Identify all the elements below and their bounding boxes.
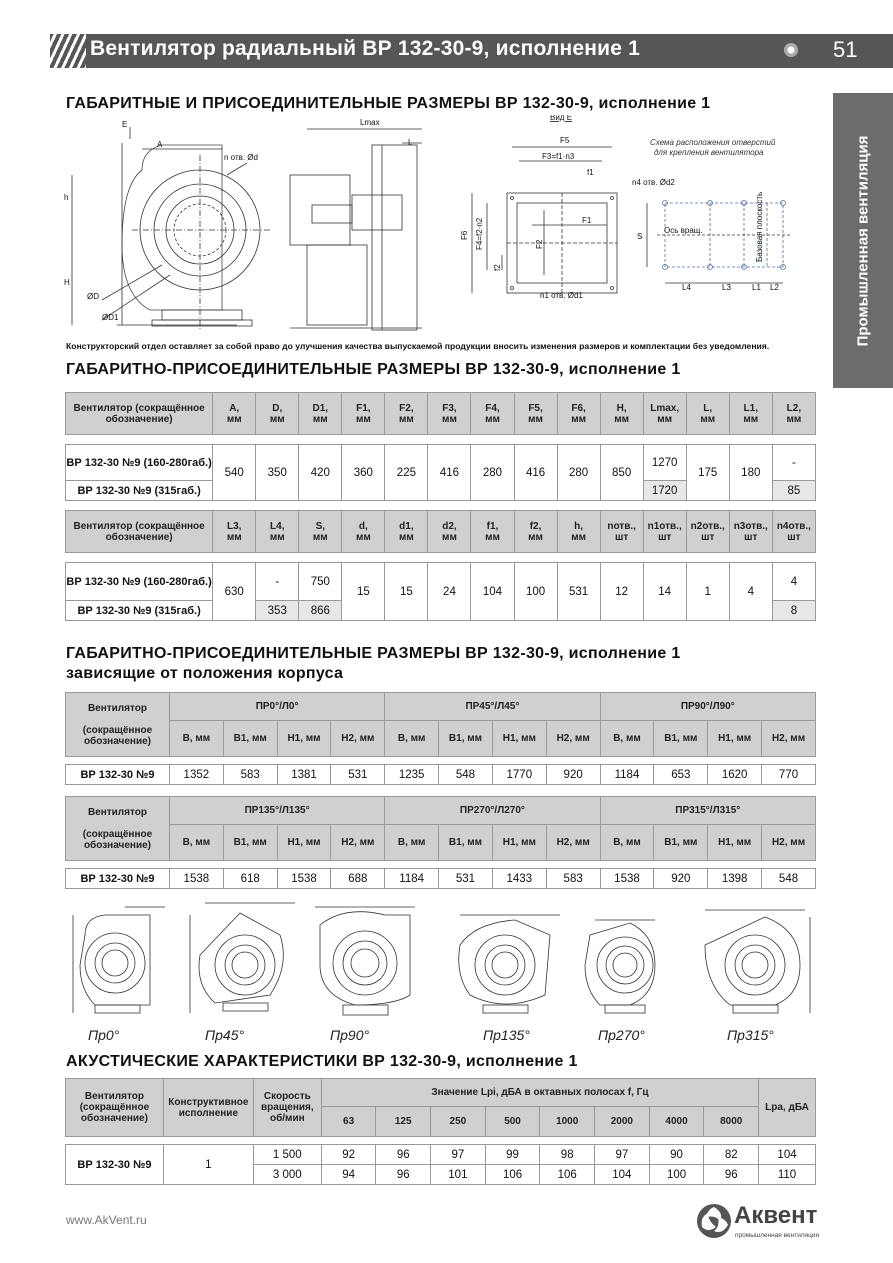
cell: 110 xyxy=(759,1165,816,1185)
label-f2s: f2 xyxy=(493,264,502,271)
label-s: S xyxy=(637,232,643,241)
cell: 583 xyxy=(546,869,600,889)
cell: 180 xyxy=(729,445,772,501)
label-f5: F5 xyxy=(560,136,570,145)
cell: 1270 xyxy=(643,445,686,481)
cell: 280 xyxy=(557,445,600,501)
cell: 1433 xyxy=(492,869,546,889)
label-nd: n отв. Ød xyxy=(224,153,258,162)
sub-header: H1, мм xyxy=(708,721,762,757)
col-header: F6, мм xyxy=(557,393,600,435)
header-dot-icon xyxy=(784,43,798,57)
cell: 1538 xyxy=(277,869,331,889)
position-drawings xyxy=(65,895,820,1035)
label-h: h xyxy=(64,193,69,202)
sub-header: H1, мм xyxy=(708,825,762,861)
cell: 531 xyxy=(439,869,493,889)
cell: 12 xyxy=(600,563,643,621)
brand-logo xyxy=(694,1200,820,1242)
sub-header: B1, мм xyxy=(439,721,493,757)
cell: 4 xyxy=(772,563,815,601)
holes-schema xyxy=(657,201,790,270)
label-vid: Вид Е xyxy=(550,115,573,122)
col-header: L1, мм xyxy=(729,393,772,435)
sub-header: B, мм xyxy=(600,721,654,757)
cell: 360 xyxy=(342,445,385,501)
section-title-table2: ГАБАРИТНО-ПРИСОЕДИНИТЕЛЬНЫЕ РАЗМЕРЫ ВР 132-30-9, исполнение 1 xyxy=(66,645,681,662)
cell: 14 xyxy=(643,563,686,621)
label-axis: Ось вращ. xyxy=(664,226,703,235)
col-header: F2, мм xyxy=(385,393,428,435)
cell: 1235 xyxy=(385,765,439,785)
position-caption: Пр135° xyxy=(483,1027,530,1043)
position-pr270 xyxy=(585,920,655,1013)
sub-header: B, мм xyxy=(385,825,439,861)
position-caption: Пр270° xyxy=(598,1027,645,1043)
dimension-drawing xyxy=(62,115,832,340)
section-title-table1: ГАБАРИТНО-ПРИСОЕДИНИТЕЛЬНЫЕ РАЗМЕРЫ ВР 132-30-9, исполнение 1 xyxy=(66,361,681,378)
cell: 104 xyxy=(471,563,514,621)
col-header: H, мм xyxy=(600,393,643,435)
disclaimer-note: Конструкторский отдел оставляет за собой право до улучшения качества выпускаемой продукции вносить изменения размеров и комплектации без уведомления. xyxy=(66,341,770,351)
cell: 24 xyxy=(428,563,471,621)
cell: 90 xyxy=(649,1145,704,1165)
cell: 1538 xyxy=(169,869,223,889)
page-header xyxy=(50,34,893,68)
freq-header: 8000 xyxy=(704,1107,759,1137)
cell: 1538 xyxy=(600,869,654,889)
cell: 920 xyxy=(546,765,600,785)
label-l4: L4 xyxy=(682,283,691,292)
cell: 82 xyxy=(704,1145,759,1165)
freq-header: 4000 xyxy=(649,1107,704,1137)
cell: 101 xyxy=(431,1165,486,1185)
sub-header: H2, мм xyxy=(762,825,816,861)
col-header: f1, мм xyxy=(471,511,514,553)
cell: 770 xyxy=(762,765,816,785)
cell: - xyxy=(256,563,299,601)
col-header: d1, мм xyxy=(385,511,428,553)
fan-front-view xyxy=(290,129,422,330)
cell: 866 xyxy=(299,601,342,621)
col-header: h, мм xyxy=(557,511,600,553)
col-header-lpi: Значение Lpi, дБА в октавных полосах f, Гц xyxy=(321,1079,758,1107)
cell: 98 xyxy=(540,1145,595,1165)
col-header: S, мм xyxy=(299,511,342,553)
cell: 280 xyxy=(471,445,514,501)
cell: 96 xyxy=(376,1145,431,1165)
row-name: ВР 132-30 №9 xyxy=(66,765,170,785)
cell: 85 xyxy=(772,481,815,501)
label-lmax: Lmax xyxy=(360,118,380,127)
sub-header: B1, мм xyxy=(223,721,277,757)
schema-caption-1: Схема расположения отверстий xyxy=(650,138,776,147)
freq-header: 250 xyxy=(431,1107,486,1137)
cell: 15 xyxy=(342,563,385,621)
col-header-exec: Конструктивное исполнение xyxy=(163,1079,253,1137)
sub-header: B, мм xyxy=(385,721,439,757)
cell: 653 xyxy=(654,765,708,785)
cell: 104 xyxy=(595,1165,650,1185)
col-header: Lmax, мм xyxy=(643,393,686,435)
section-title-acoustic: АКУСТИЧЕСКИЕ ХАРАКТЕРИСТИКИ ВР 132-30-9, исполнение 1 xyxy=(66,1053,578,1070)
col-header-fan: Вентилятор (сокращённое обозначение) xyxy=(66,393,213,435)
sub-header: H2, мм xyxy=(331,721,385,757)
cell: 94 xyxy=(321,1165,376,1185)
position-pr90 xyxy=(315,907,415,1015)
sub-header: B1, мм xyxy=(439,825,493,861)
cell: 416 xyxy=(514,445,557,501)
col-header: D, мм xyxy=(256,393,299,435)
col-header: F4, мм xyxy=(471,393,514,435)
page-number: 51 xyxy=(833,37,858,62)
col-header-fan: Вентилятор (сокращённое обозначение) xyxy=(66,693,170,757)
col-header: n1отв., шт xyxy=(643,511,686,553)
col-header: d, мм xyxy=(342,511,385,553)
col-header-lpa: Lpa, дБА xyxy=(759,1079,816,1137)
cell: 3 000 xyxy=(253,1165,321,1185)
position-caption: Пр90° xyxy=(330,1027,370,1043)
col-header: d2, мм xyxy=(428,511,471,553)
col-header-speed: Скорость вращения, об/мин xyxy=(253,1079,321,1137)
section-title-dimensions: ГАБАРИТНЫЕ И ПРИСОЕДИНИТЕЛЬНЫЕ РАЗМЕРЫ ВР 132-30-9, исполнение 1 xyxy=(66,95,711,112)
group-header: ПР90°/Л90° xyxy=(600,693,815,721)
cell: 97 xyxy=(595,1145,650,1165)
sub-header: H1, мм xyxy=(277,825,331,861)
col-header: nотв., шт xyxy=(600,511,643,553)
page-title: Вентилятор радиальный ВР 132-30-9, исполнение 1 xyxy=(90,37,641,60)
cell: 92 xyxy=(321,1145,376,1165)
cell: 850 xyxy=(600,445,643,501)
sub-header: B, мм xyxy=(169,825,223,861)
label-d1: ØD1 xyxy=(102,313,119,322)
sub-header: H2, мм xyxy=(762,721,816,757)
cell: 1770 xyxy=(492,765,546,785)
label-f6: F6 xyxy=(460,230,469,240)
label-base: Базовая плоскость xyxy=(755,191,764,262)
position-pr45 xyxy=(190,903,295,1013)
cell: 920 xyxy=(654,869,708,889)
cell: 1 xyxy=(163,1145,253,1185)
row-name: ВР 132-30 №9 (315габ.) xyxy=(66,481,213,501)
cell: - xyxy=(772,445,815,481)
position-pr0 xyxy=(73,907,165,1013)
position-caption: Пр0° xyxy=(88,1027,120,1043)
row-name: ВР 132-30 №9 (160-280габ.) xyxy=(66,563,213,601)
sub-header: H2, мм xyxy=(546,721,600,757)
col-header-fan: Вентилятор (сокращённое обозначение) xyxy=(66,1079,164,1137)
cell: 1381 xyxy=(277,765,331,785)
cell: 1720 xyxy=(643,481,686,501)
position-pr135 xyxy=(459,915,560,1013)
sub-header: B, мм xyxy=(169,721,223,757)
group-header: ПР270°/Л270° xyxy=(385,797,600,825)
sub-header: H1, мм xyxy=(492,721,546,757)
label-l2: L2 xyxy=(770,283,779,292)
position-caption: Пр45° xyxy=(205,1027,245,1043)
group-header: ПР135°/Л135° xyxy=(169,797,384,825)
row-name: ВР 132-30 №9 xyxy=(66,869,170,889)
cell: 548 xyxy=(439,765,493,785)
cell: 1398 xyxy=(708,869,762,889)
position-dimensions-table xyxy=(65,692,816,889)
schema-caption-2: для крепления вентилятора xyxy=(654,148,764,157)
cell: 4 xyxy=(729,563,772,621)
label-f1s: f1 xyxy=(587,168,594,177)
col-header-fan: Вентилятор (сокращённое обозначение) xyxy=(66,511,213,553)
cell: 630 xyxy=(213,563,256,621)
label-f3: F3=f1·n3 xyxy=(542,152,575,161)
sub-header: B1, мм xyxy=(654,825,708,861)
cell: 353 xyxy=(256,601,299,621)
cell: 540 xyxy=(213,445,256,501)
cell: 750 xyxy=(299,563,342,601)
cell: 15 xyxy=(385,563,428,621)
sub-header: H1, мм xyxy=(492,825,546,861)
label-f2: F2 xyxy=(535,239,544,249)
brand-logo-text: Аквент xyxy=(734,1202,818,1229)
brand-logo-icon xyxy=(694,1201,734,1241)
cell: 1 500 xyxy=(253,1145,321,1165)
cell: 106 xyxy=(485,1165,540,1185)
cell: 104 xyxy=(759,1145,816,1165)
sub-header: B1, мм xyxy=(654,721,708,757)
label-a: A xyxy=(157,140,163,149)
freq-header: 500 xyxy=(485,1107,540,1137)
cell: 8 xyxy=(772,601,815,621)
col-header: L3, мм xyxy=(213,511,256,553)
cell: 688 xyxy=(331,869,385,889)
col-header-fan: Вентилятор (сокращённое обозначение) xyxy=(66,797,170,861)
cell: 583 xyxy=(223,765,277,785)
cell: 96 xyxy=(376,1165,431,1185)
label-n4d2: n4 отв. Ød2 xyxy=(632,178,675,187)
cell: 350 xyxy=(256,445,299,501)
sub-header: H1, мм xyxy=(277,721,331,757)
cell: 1184 xyxy=(600,765,654,785)
label-f4: F4=f2·n2 xyxy=(475,217,484,250)
col-header: n4отв., шт xyxy=(772,511,815,553)
col-header: D1, мм xyxy=(299,393,342,435)
freq-header: 2000 xyxy=(595,1107,650,1137)
sub-header: H2, мм xyxy=(546,825,600,861)
cell: 1 xyxy=(686,563,729,621)
group-header: ПР45°/Л45° xyxy=(385,693,600,721)
header-stripes xyxy=(46,34,86,68)
sub-header: B, мм xyxy=(600,825,654,861)
section-subtitle-table2: зависящие от положения корпуса xyxy=(66,665,344,682)
col-header: L2, мм xyxy=(772,393,815,435)
cell: 1352 xyxy=(169,765,223,785)
cell: 100 xyxy=(514,563,557,621)
footer-url[interactable]: www.AkVent.ru xyxy=(66,1213,147,1227)
group-header: ПР315°/Л315° xyxy=(600,797,815,825)
row-name: ВР 132-30 №9 (315габ.) xyxy=(66,601,213,621)
dimensions-table xyxy=(65,392,816,621)
col-header: F3, мм xyxy=(428,393,471,435)
col-header: f2, мм xyxy=(514,511,557,553)
label-l3: L3 xyxy=(722,283,731,292)
col-header: n2отв., шт xyxy=(686,511,729,553)
label-d: ØD xyxy=(87,292,99,301)
col-header: L, мм xyxy=(686,393,729,435)
cell: 618 xyxy=(223,869,277,889)
cell: 100 xyxy=(649,1165,704,1185)
cell: 548 xyxy=(762,869,816,889)
label-e: E xyxy=(122,120,128,129)
label-l: L xyxy=(408,138,413,147)
col-header: n3отв., шт xyxy=(729,511,772,553)
brand-logo-subtitle: промышленная вентиляция xyxy=(735,1232,820,1239)
row-name: ВР 132-30 №9 xyxy=(66,1145,164,1185)
label-l1: L1 xyxy=(752,283,761,292)
cell: 175 xyxy=(686,445,729,501)
col-header: L4, мм xyxy=(256,511,299,553)
cell: 106 xyxy=(540,1165,595,1185)
label-n1d1: n1 отв. Ød1 xyxy=(540,291,583,300)
cell: 97 xyxy=(431,1145,486,1165)
cell: 531 xyxy=(331,765,385,785)
group-header: ПР0°/Л0° xyxy=(169,693,384,721)
cell: 531 xyxy=(557,563,600,621)
sub-header: B1, мм xyxy=(223,825,277,861)
freq-header: 1000 xyxy=(540,1107,595,1137)
sub-header: H2, мм xyxy=(331,825,385,861)
cell: 99 xyxy=(485,1145,540,1165)
position-pr315 xyxy=(705,910,810,1013)
label-f1: F1 xyxy=(582,216,592,225)
freq-header: 125 xyxy=(376,1107,431,1137)
cell: 225 xyxy=(385,445,428,501)
position-caption: Пр315° xyxy=(727,1027,774,1043)
col-header: F1, мм xyxy=(342,393,385,435)
side-tab xyxy=(833,93,893,388)
acoustic-table xyxy=(65,1078,816,1185)
row-name: ВР 132-30 №9 (160-280габ.) xyxy=(66,445,213,481)
label-hh: H xyxy=(64,278,70,287)
cell: 420 xyxy=(299,445,342,501)
cell: 1184 xyxy=(385,869,439,889)
cell: 416 xyxy=(428,445,471,501)
col-header: A, мм xyxy=(213,393,256,435)
col-header: F5, мм xyxy=(514,393,557,435)
freq-header: 63 xyxy=(321,1107,376,1137)
cell: 96 xyxy=(704,1165,759,1185)
cell: 1620 xyxy=(708,765,762,785)
side-tab-label: Промышленная вентиляция xyxy=(854,135,872,346)
